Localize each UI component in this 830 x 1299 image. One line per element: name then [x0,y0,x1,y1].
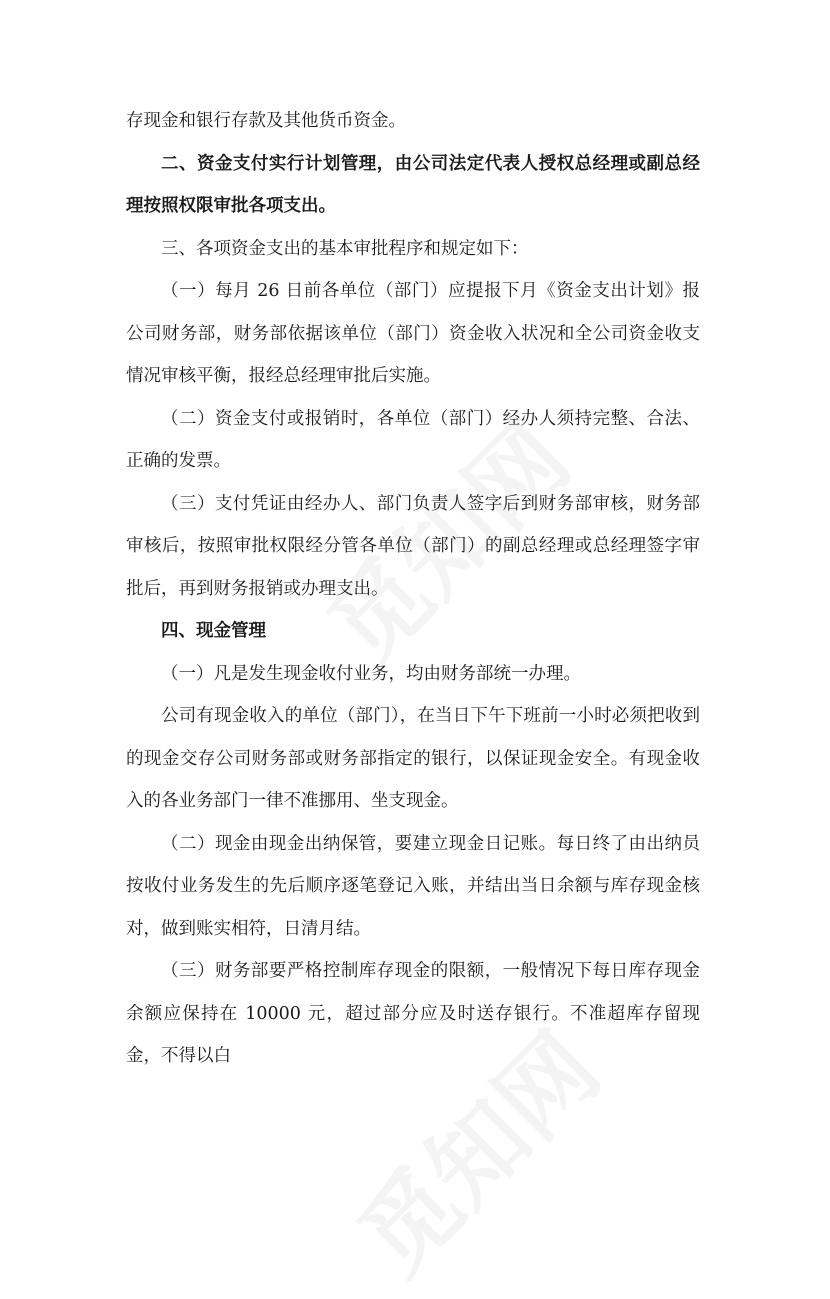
section-heading-4: 四、现金管理 [161,621,266,641]
paragraph-4-1b: 公司有现金收入的单位（部门），在当日下午下班前一小时必须把收到的现金交存公司财务部或财务部指定的银行，以保证现金安全。有现金收入的各业务部门一律不准挪用、坐支现金。 [126,706,700,811]
paragraph-4-1: （一）凡是发生现金收付业务，均由财务部统一办理。 [161,663,581,684]
paragraph-4-2: （二）现金由现金出纳保管，要建立现金日记账。每日终了由出纳员按收付业务发生的先后顺序逐笔登记入账，并结出当日余额与库存现金核对，做到账实相符，日清月结。 [126,833,700,939]
document-body [126,100,700,1078]
paragraph-3-3: （三）支付凭证由经办人、部门负责人签字后到财务部审核，财务部审核后，按照审批权限经分管各单位（部门）的副总经理或总经理签字审批后，再到财务报销或办理支出。 [126,493,700,599]
paragraph-4-3: （三）财务部要严格控制库存现金的限额，一般情况下每日库存现金余额应保持在 10000 元，超过部分应及时送存银行。不准超库存留现金，不得以白 [126,961,700,1066]
section-heading-3: 三、各项资金支出的基本审批程序和规定如下： [161,238,529,259]
paragraph-3-2: （二）资金支付或报销时，各单位（部门）经办人须持完整、合法、正确的发票。 [126,408,700,471]
paragraph-3-1: （一）每月 26 日前各单位（部门）应提报下月《资金支出计划》报公司财务部，财务部依据该单位（部门）资金收入状况和全公司资金收支情况审核平衡，报经总经理审批后实施。 [126,281,700,386]
section-heading-2: 二、资金支付实行计划管理，由公司法定代表人授权总经理或副总经理按照权限审批各项支出。 [126,153,700,216]
paragraph-1: 存现金和银行存款及其他货币资金。 [126,111,406,131]
